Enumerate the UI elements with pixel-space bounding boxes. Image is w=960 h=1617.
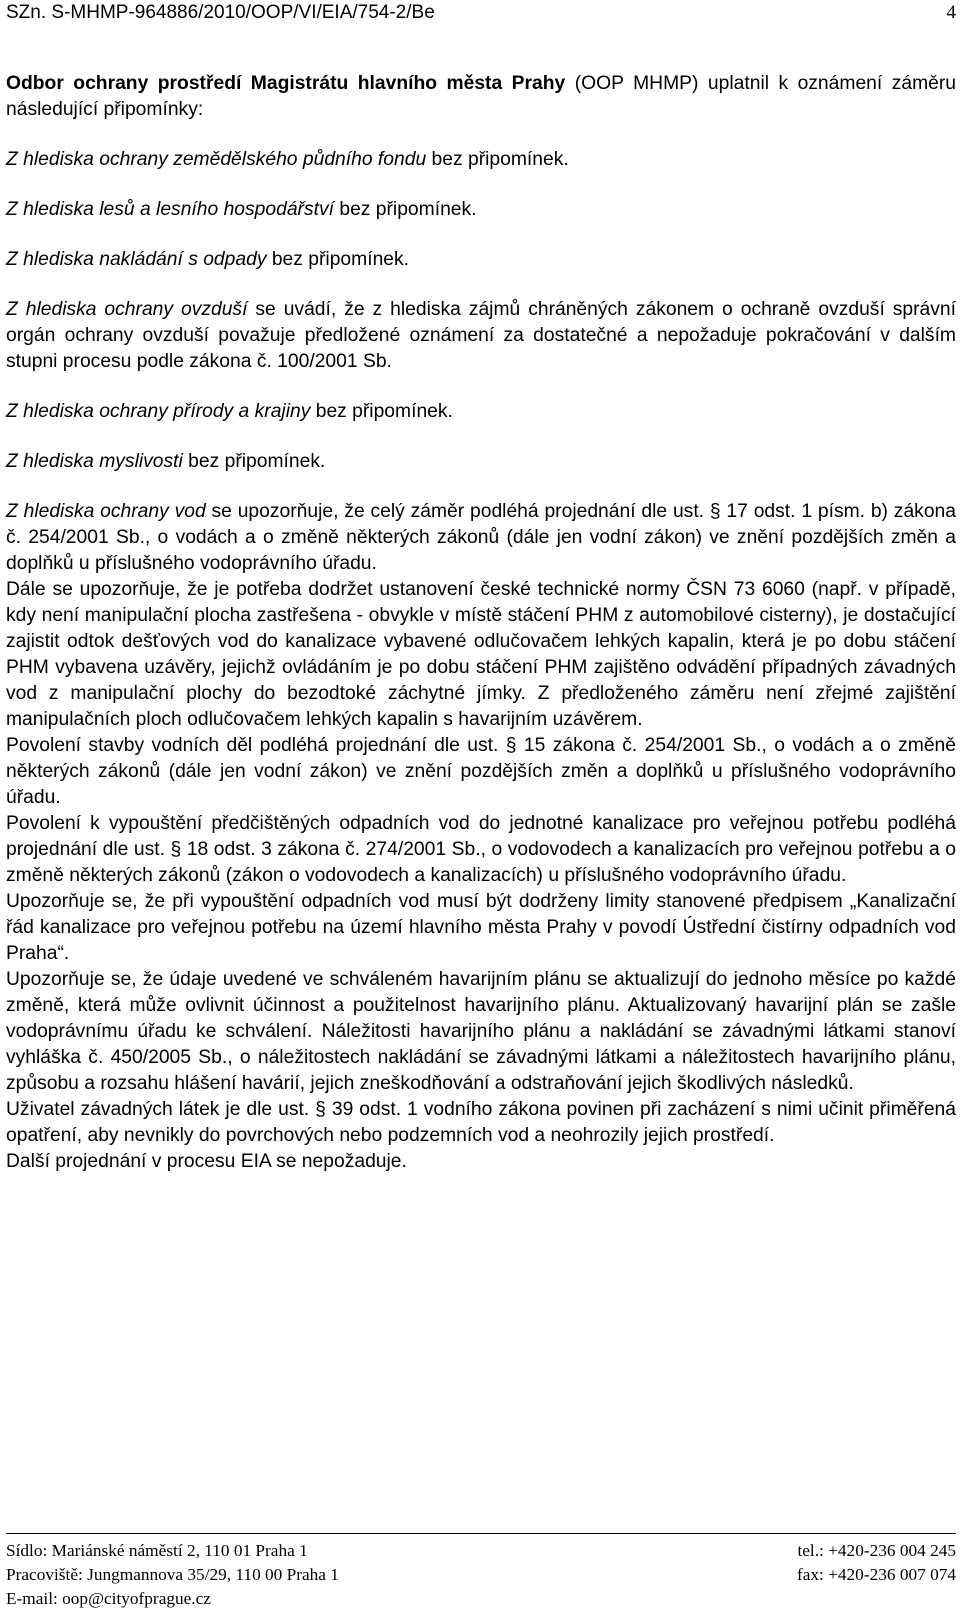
page-number: 4 bbox=[946, 2, 956, 23]
section-text: bez připomínek. bbox=[310, 401, 453, 422]
intro-text: (OOP MHMP) uplatnil k oznámení záměru následující připomínky: bbox=[6, 73, 956, 120]
water-paragraph: Upozorňuje se, že údaje uvedené ve schváleném havarijním plánu se aktualizují do jednoho měsíce po každé změně, která může ovlivnit účinnost a použitelnost havarijního plánu. Aktualizovaný havarijní plán se zašle vodoprávnímu úřadu ke schválení. Náležitosti havarijního plánu a nakládání se závadnými látkami stanoví vyhláška č. 450/2005 Sb., o náležitostech nakládání se závadnými látkami a náležitostech havarijního plánu, způsobu a rozsahu hlášení havárií, jejich zneškodňování a odstraňování jejich škodlivých následků. bbox=[6, 969, 956, 1094]
footer-divider bbox=[6, 1533, 956, 1534]
footer-email: E-mail: oop@cityofprague.cz bbox=[6, 1589, 211, 1608]
footer-phone: tel.: +420-236 004 245 bbox=[797, 1541, 956, 1560]
section-text: bez připomínek. bbox=[266, 249, 410, 270]
water-paragraph: Upozorňuje se, že při vypouštění odpadních vod musí být dodrženy limity stanovené předpisem „Kanalizační řád kanalizace pro veřejnou potřebu na území hlavního města Prahy v povodí Ústřední čistírny odpadních vod Praha“. bbox=[6, 891, 956, 964]
section-text: se uvádí, že z hlediska zájmů chráněných zákonem o ochraně ovzduší správní orgán ochrany ovzduší považuje předložené oznámení za dostatečné a nepožaduje pokračování v dalším stupni procesu podle zákona č. 100/2001 Sb. bbox=[6, 299, 956, 372]
page-footer bbox=[6, 1533, 956, 1617]
section-water bbox=[6, 499, 956, 577]
authority-name: Odbor ochrany prostředí Magistrátu hlavního města Prahy bbox=[6, 73, 566, 94]
section-air bbox=[6, 297, 956, 375]
section-text: se upozorňuje, že celý záměr podléhá projednání dle ust. § 17 odst. 1 písm. b) zákona č. 254/2001 Sb., o vodách a o změně některých zákonů (dále jen vodní zákon) ve znění pozdějších změn a doplňků u příslušného vodoprávního úřadu. bbox=[6, 501, 956, 574]
water-paragraph: Povolení k vypouštění předčištěných odpadních vod do jednotné kanalizace pro veřejnou potřebu podléhá projednání dle ust. § 18 odst. 3 zákona č. 274/2001 Sb., o vodovodech a kanalizacích pro veřejnou potřebu a o změně některých zákonů (zákon o vodovodech a kanalizacích) u příslušného vodoprávního úřadu. bbox=[6, 813, 956, 886]
section-hunting bbox=[6, 449, 956, 475]
water-paragraph: Dále se upozorňuje, že je potřeba dodržet ustanovení české technické normy ČSN 73 6060 (např. v případě, kdy není manipulační plocha zastřešena - obvykle v místě stáčení PHM z automobilové cisterny), je dostačující zajistit odtok dešťových vod do kanalizace vybavené odlučovačem lehkých kapalin, která je po dobu stáčení PHM vybavena uzávěry, jejichž ovládáním je po dobu stáčení PHM zajištěno odvádění případných závadných vod z manipulační plochy do bezodtoké záchytné jímky. Z předloženého záměru není zřejmé zajištění manipulačních ploch odlučovačem lehkých kapalin s havarijním uzávěrem. bbox=[6, 579, 956, 730]
water-paragraph: Povolení stavby vodních děl podléhá projednání dle ust. § 15 zákona č. 254/2001 Sb., o vodách a o změně některých zákonů (dále jen vodní zákon) ve znění pozdějších změn a doplňků u příslušného vodoprávního úřadu. bbox=[6, 735, 956, 808]
footer-workplace: Pracoviště: Jungmannova 35/29, 110 00 Praha 1 bbox=[6, 1565, 339, 1584]
section-topic: Z hlediska ochrany zemědělského půdního fondu bbox=[6, 149, 427, 170]
section-nature bbox=[6, 399, 956, 425]
section-forest bbox=[6, 197, 956, 223]
section-topic: Z hlediska ochrany vod bbox=[6, 501, 206, 522]
section-text: bez připomínek. bbox=[333, 199, 477, 220]
section-topic: Z hlediska ochrany ovzduší bbox=[6, 299, 248, 320]
section-topic: Z hlediska myslivosti bbox=[6, 451, 183, 472]
reference-number: SZn. S-MHMP-964886/2010/OOP/VI/EIA/754-2/Be bbox=[6, 2, 435, 23]
section-soil bbox=[6, 147, 956, 173]
section-topic: Z hlediska nakládání s odpady bbox=[6, 249, 267, 270]
section-waste bbox=[6, 247, 956, 273]
section-text: bez připomínek. bbox=[426, 149, 569, 170]
page-header bbox=[6, 0, 956, 26]
document-body bbox=[6, 71, 956, 1175]
intro-paragraph bbox=[6, 71, 956, 123]
section-topic: Z hlediska ochrany přírody a krajiny bbox=[6, 401, 311, 422]
water-paragraph: Další projednání v procesu EIA se nepožaduje. bbox=[6, 1151, 407, 1172]
section-topic: Z hlediska lesů a lesního hospodářství bbox=[6, 199, 334, 220]
water-paragraph: Uživatel závadných látek je dle ust. § 39 odst. 1 vodního zákona povinen při zacházení s nimi učinit přiměřená opatření, aby nevnikly do povrchových nebo podzemních vod a neohrozily jejich prostředí. bbox=[6, 1099, 956, 1146]
footer-fax: fax: +420-236 007 074 bbox=[796, 1565, 956, 1584]
footer-address: Sídlo: Mariánské náměstí 2, 110 01 Praha 1 bbox=[6, 1541, 308, 1560]
section-text: bez připomínek. bbox=[182, 451, 326, 472]
